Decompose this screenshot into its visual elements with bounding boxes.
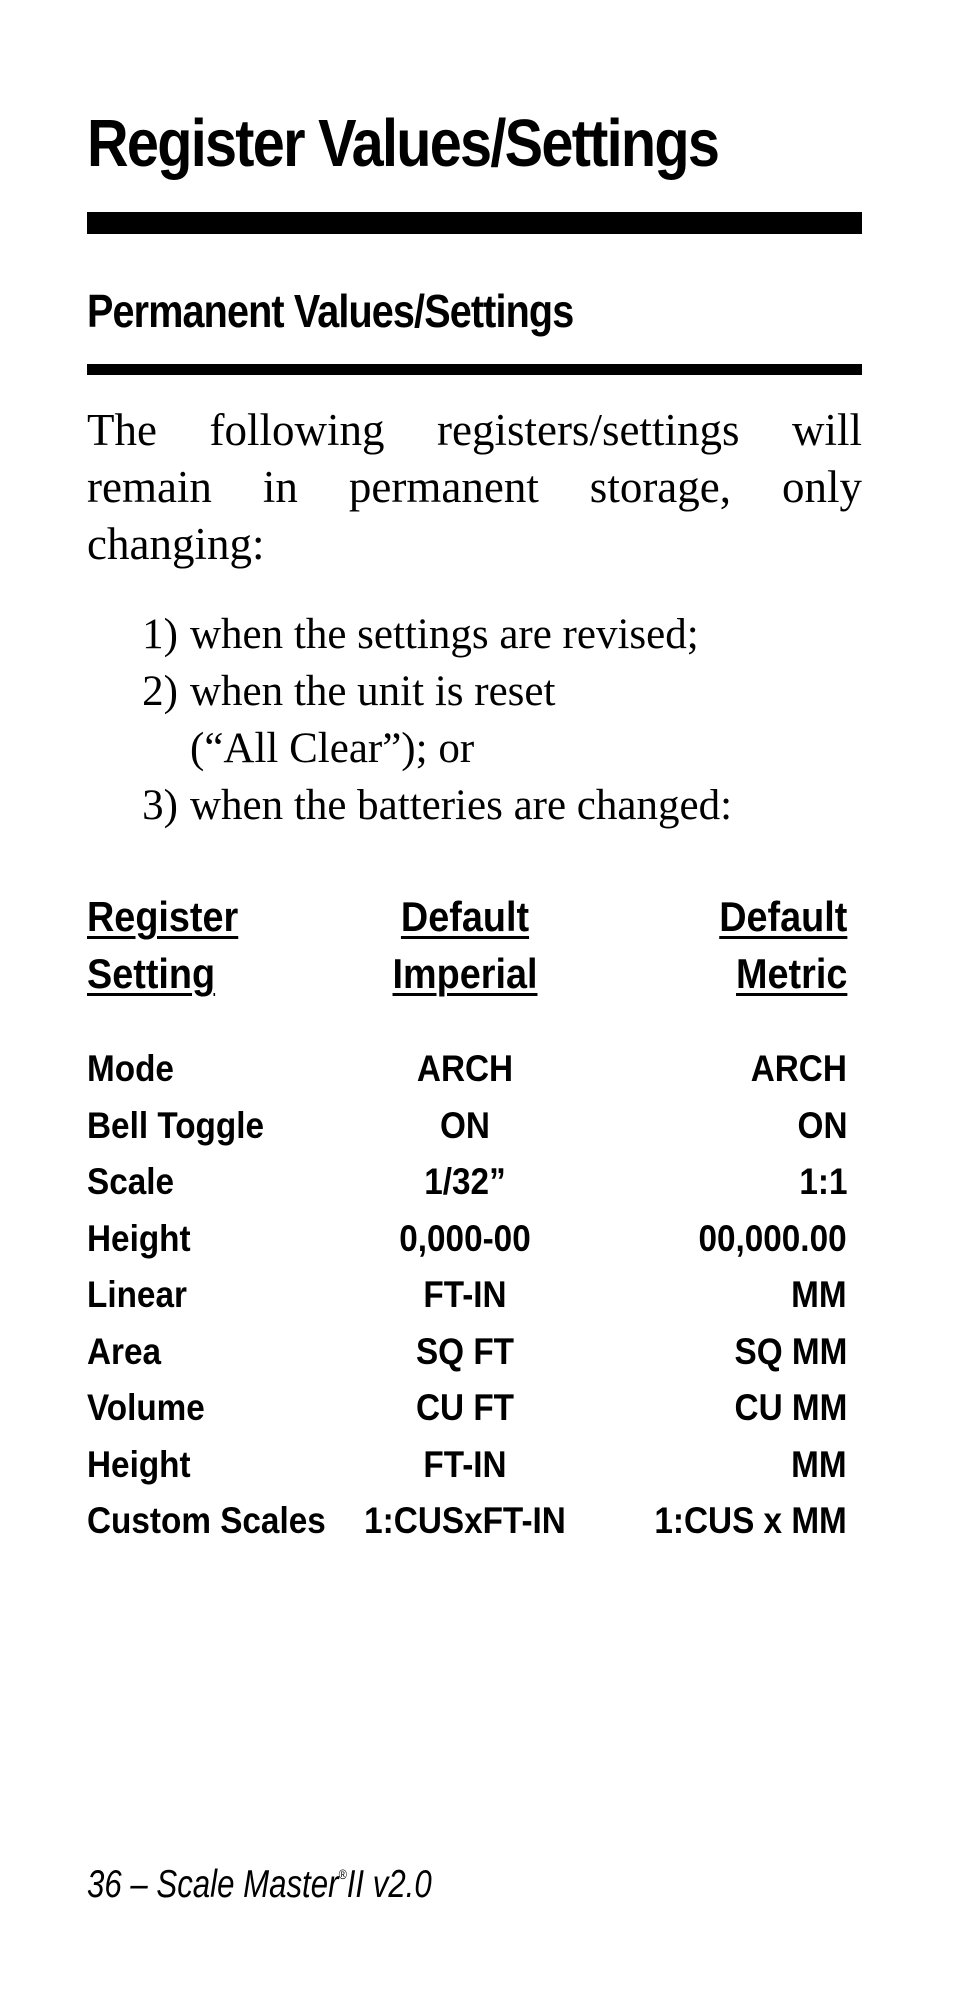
condition-text: when the unit is reset (“All Clear”); or xyxy=(190,668,556,772)
cell-imperial: CU FT xyxy=(415,1387,515,1428)
section-title: Permanent Values/Settings xyxy=(87,285,574,337)
table-row xyxy=(87,1267,847,1324)
cell-metric: MM xyxy=(791,1443,847,1485)
title-divider xyxy=(87,212,862,234)
table-row xyxy=(87,1211,847,1268)
cell-metric: 00,000.00 xyxy=(698,1217,847,1259)
header-metric-line2: Metric xyxy=(735,950,847,997)
cell-imperial: 1/32” xyxy=(424,1161,506,1202)
conditions-list xyxy=(87,606,862,834)
header-metric-line1: Default xyxy=(718,893,847,940)
condition-text: when the batteries are changed: xyxy=(190,782,733,829)
condition-item xyxy=(87,777,862,834)
table-row xyxy=(87,1324,847,1381)
header-imperial-line1: Default xyxy=(400,893,530,940)
header-register xyxy=(87,888,238,1002)
condition-text: when the settings are revised; xyxy=(190,611,699,658)
cell-imperial: SQ FT xyxy=(415,1330,515,1372)
condition-number: 2) xyxy=(142,668,178,715)
header-imperial xyxy=(317,888,614,1002)
header-metric xyxy=(719,888,847,1002)
settings-table-body xyxy=(87,1041,847,1550)
cell-register: Linear xyxy=(87,1274,187,1315)
cell-imperial: 1:CUSxFT-IN xyxy=(364,1500,566,1541)
cell-register: Scale xyxy=(87,1161,175,1202)
page-title: Register Values/Settings xyxy=(87,106,719,181)
cell-metric: MM xyxy=(791,1274,847,1315)
condition-number: 1) xyxy=(142,611,178,658)
table-row xyxy=(87,1437,847,1494)
cell-register: Area xyxy=(87,1330,162,1372)
registered-mark: ® xyxy=(338,1866,347,1882)
footer-suffix: II v2.0 xyxy=(346,1863,432,1906)
cell-imperial: ARCH xyxy=(416,1048,514,1089)
cell-metric: 1:CUS x MM xyxy=(654,1500,847,1541)
footer-prefix: 36 – Scale Master xyxy=(87,1863,339,1906)
cell-imperial: FT-IN xyxy=(423,1274,507,1315)
cell-register: Mode xyxy=(87,1048,174,1089)
section-divider xyxy=(87,364,862,375)
cell-metric: SQ MM xyxy=(734,1330,847,1372)
intro-paragraph: The following registers/settings will remain in permanent storage, only changing: xyxy=(87,405,862,569)
table-row xyxy=(87,1041,847,1098)
cell-metric: CU MM xyxy=(734,1387,847,1428)
page-footer xyxy=(87,1863,432,1907)
cell-register: Height xyxy=(87,1443,191,1485)
cell-register: Custom Scales xyxy=(87,1500,326,1541)
table-row xyxy=(87,1380,847,1437)
cell-imperial: ON xyxy=(440,1104,490,1146)
cell-register: Volume xyxy=(87,1387,205,1428)
header-imperial-line2: Imperial xyxy=(392,950,538,997)
condition-number: 3) xyxy=(142,782,178,829)
header-register-line1: Register xyxy=(87,893,239,940)
manual-page xyxy=(87,0,862,2006)
cell-register: Height xyxy=(87,1217,191,1259)
cell-imperial: FT-IN xyxy=(423,1443,507,1485)
cell-metric: ARCH xyxy=(750,1048,847,1089)
condition-item xyxy=(87,663,862,777)
condition-item xyxy=(87,606,862,663)
cell-imperial: 0,000-00 xyxy=(399,1217,531,1259)
cell-register: Bell Toggle xyxy=(87,1104,264,1146)
header-register-line2: Setting xyxy=(87,950,216,997)
cell-metric: 1:1 xyxy=(798,1161,847,1202)
table-row xyxy=(87,1154,847,1211)
cell-metric: ON xyxy=(797,1104,847,1146)
table-row xyxy=(87,1098,847,1155)
table-row xyxy=(87,1493,847,1550)
